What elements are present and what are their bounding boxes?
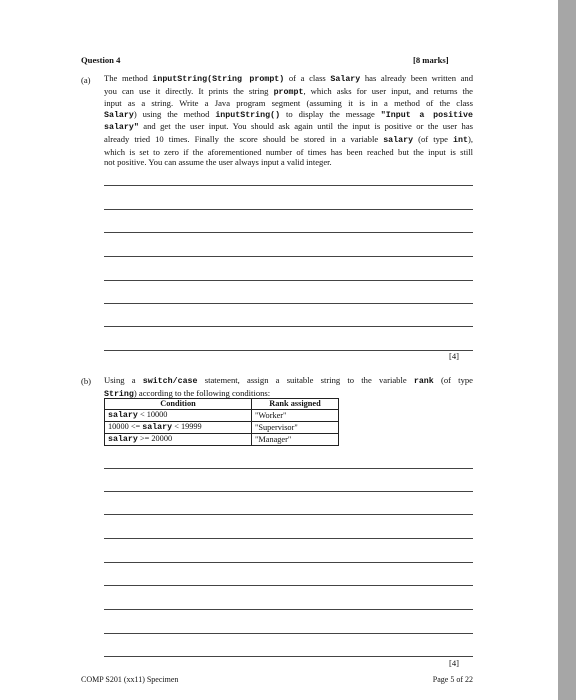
text-run: of a class [284, 73, 331, 83]
paragraph-line [104, 121, 473, 134]
question-marks: [8 marks] [413, 55, 449, 65]
text-run: (of type [433, 375, 473, 385]
part-a-label: (a) [81, 75, 91, 85]
text-run: input as a string. Write a Java program segment (assuming it is in a method of the class [104, 98, 473, 109]
code-token: inputString() [215, 110, 281, 120]
answer-line [104, 468, 473, 469]
table-row [105, 410, 339, 422]
code-token: Salary [104, 110, 134, 120]
paragraph-line [104, 109, 473, 122]
part-b-label: (b) [81, 376, 92, 386]
answer-line [104, 303, 473, 304]
text-run: to display the message [280, 108, 381, 119]
paragraph-line [104, 86, 473, 99]
conditions-table [104, 398, 339, 446]
footer-page-number: Page 5 of 22 [432, 675, 473, 684]
answer-line [104, 562, 473, 563]
text-run: not positive. You can assume the user always input a valid integer. [104, 157, 332, 168]
text-run: ) using the method [133, 108, 216, 119]
part-a-text [104, 73, 473, 168]
rank-cell [252, 410, 339, 422]
part-b-marks: [4] [448, 658, 459, 668]
answer-line [104, 185, 473, 186]
code-token: inputString(String prompt) [152, 75, 285, 84]
answer-line [104, 209, 473, 210]
paragraph-line [104, 134, 473, 147]
code-token: salary [383, 135, 414, 145]
text-run: "Supervisor" [255, 422, 298, 432]
viewer-scroll-gutter[interactable] [558, 0, 576, 700]
condition-cell [105, 422, 252, 434]
text-run: you can use it directly. It prints the string [104, 85, 274, 96]
answer-line [104, 633, 473, 634]
text-run: "Manager" [255, 434, 292, 444]
code-token: salary [108, 435, 138, 444]
code-token: "Input a positive [380, 110, 473, 120]
text-run: (of type [413, 133, 454, 144]
text-run: < 19999 [172, 422, 202, 431]
table-header-row [105, 399, 339, 410]
answer-line [104, 609, 473, 610]
paragraph-line [104, 147, 473, 158]
footer-course: COMP S201 (xx11) Specimen [81, 675, 179, 684]
text-run: Using a [104, 375, 143, 385]
code-token: salary [108, 411, 138, 420]
header-condition: Condition [105, 399, 252, 410]
part-b-text [104, 375, 473, 400]
paragraph-line [104, 157, 473, 168]
rank-cell [252, 422, 339, 434]
text-run: ) according to the following conditions: [133, 387, 271, 398]
code-token: Salary [330, 75, 361, 84]
text-run: , which asks for user input, and returns the [303, 85, 473, 96]
text-run: already tried 10 times. Finally the score should be stored in a variable [104, 133, 384, 144]
answer-line [104, 256, 473, 257]
paragraph-line [104, 98, 473, 109]
text-run: which is set to zero if the aforementioned number of times has been reached but the input is still [104, 146, 473, 157]
text-run: statement, assign a suitable string to the variable [197, 375, 414, 385]
paragraph-line [104, 375, 473, 388]
condition-cell [105, 410, 252, 422]
code-token: switch/case [142, 377, 198, 386]
text-run: >= 20000 [137, 434, 173, 443]
rank-cell [252, 434, 339, 446]
header-rank: Rank assigned [252, 399, 339, 410]
answer-line [104, 326, 473, 327]
condition-cell [105, 434, 252, 446]
paragraph-line [104, 73, 473, 86]
answer-line [104, 656, 473, 657]
text-run: The method [104, 73, 153, 83]
answer-line [104, 350, 473, 351]
table-row [105, 434, 339, 446]
answer-line [104, 280, 473, 281]
text-run: ), [467, 133, 473, 144]
code-token: salary [142, 423, 173, 432]
answer-line [104, 232, 473, 233]
code-token: int [453, 135, 468, 145]
question-title: Question 4 [81, 55, 121, 65]
code-token: String [104, 389, 134, 399]
answer-line [104, 514, 473, 515]
text-run: < 10000 [137, 410, 168, 419]
text-run: "Worker" [255, 410, 287, 420]
table-row [105, 422, 339, 434]
answer-line [104, 538, 473, 539]
answer-line [104, 491, 473, 492]
code-token: prompt [273, 87, 304, 97]
text-run: and get the user input. You should ask again until the input is positive or the user has [138, 121, 473, 132]
part-a-marks: [4] [448, 351, 459, 361]
text-run: has already been written and [360, 73, 474, 83]
answer-line [104, 585, 473, 586]
text-run: 10000 <= [108, 422, 143, 431]
code-token: rank [413, 377, 434, 386]
code-token: salary" [104, 123, 139, 133]
